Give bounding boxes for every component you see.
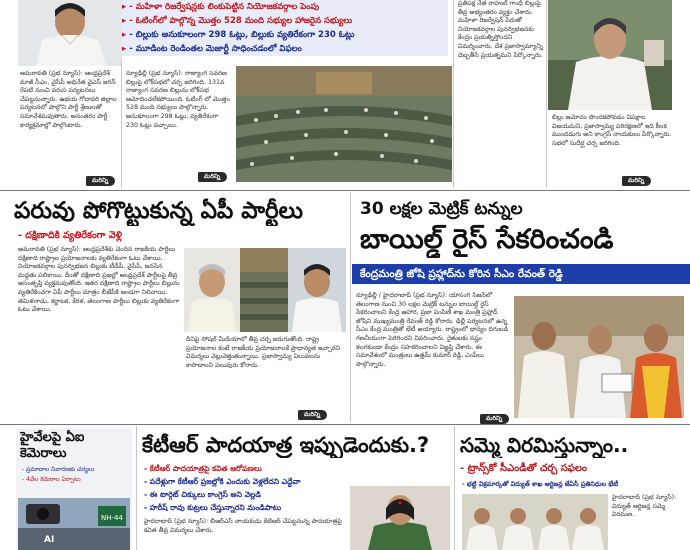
strike-text: హైదరాబాద్ (ప్రభ న్యూస్): విద్యుత్ ఆర్టిజన్ల సమ్మె విరమణ. <box>612 494 677 519</box>
story-right-text: న్యూఢిల్లీ / హైదరాబాద్ (ప్రభ న్యూస్): యాసంగి సీజన్‌లో తెలంగాణ నుంచి 30 లక్షల మెట్రిక్ టన్నుల బాయిల్డ్ రైస్ సేకరించాలని కేంద్ర ఆహార, ప్రజా పంపిణీ శాఖ మంత్రి ప్రహ్లాద్ జోషిని ముఖ్యమంత్రి రేవంత్ రెడ్డి కోరారు. ఢిల్లీ పర్యటనలో ఉన్న సీఎం కేంద్ర మంత్రితో భేటీ అయ్యారు. రాష్ట్రంలో ధాన్యం దిగుబడి గణనీయంగా పెరిగిందని వివరించారు. రైతులకు నష్టం కలగకుండా కేంద్రం సహకరించాలని విజ్ఞప్తి చేశారు. ఈ సమావేశంలో మంత్రులు ఉత్తమ్ కుమార్ రెడ్డి, ఎంపీలు పాల్గొన్నారు. <box>356 292 509 368</box>
kicker-transco: - ట్రాన్స్‌కో సీఎండీతో చర్చ సఫలం <box>460 463 587 474</box>
ktr-bullet: - కేటీఆర్ పాదయాత్రపై కవిత ఆరోపణలు <box>144 464 262 473</box>
more-link[interactable]: మరిన్ని <box>86 176 115 186</box>
headline-ktr: కేటీఆర్ పాదయాత్ర ఇప్పుడెందుకు.? <box>142 433 430 457</box>
top-bullet: ▸ - మూడింట రెండింతల మెజార్టీ సాధించడంలో విఫలం <box>122 42 448 56</box>
subhead-joshi: కేంద్రమంత్రి జోషి ప్రహ్లాద్‌ను కోరిన సీఎం రేవంత్ రెడ్డి <box>352 264 690 284</box>
jagan-photo <box>18 0 122 66</box>
highway-bullet: - ప్రమాదాల నివారణకు చర్యలు <box>22 466 95 473</box>
svg-text:AI: AI <box>44 535 55 545</box>
headline-highway-ai <box>20 430 128 462</box>
revanth-joshi-photo <box>514 296 684 418</box>
top-left-column: అమరావతి (ప్రభ న్యూస్): ఆంధ్రప్రదేశ్ మాజీ సీఎం, వైసీపీ అధినేత వైఎస్ జగన్ రేపటి నుంచి వరుస పర్యటనలు చేపట్టనున్నారు. ఉభయ గోదావరి జిల్లాల పర్యటనలో పాల్గొని పార్టీ శ్రేణులతో సమావేశమవుతారు. అనంతరం పార్టీ కార్యక్రమాల్లో పాల్గొంటారు. <box>20 70 117 129</box>
ktr-bullet: - హరీష్ రావు కుట్రలు చేస్తున్నారని మండిపాటు <box>144 503 282 512</box>
more-link[interactable]: మరిన్ని <box>622 176 651 186</box>
story-left-text-2: దీనిపై సోషల్ మీడియాలో తీవ్ర చర్చ జరుగుతోంది. రాష్ట్ర ప్రయోజనాల కంటే రాజకీయ ప్రయోజనాలకే ప్రాధాన్యత ఇచ్చారని విమర్శలు వెల్లువెత్తుతున్నాయి. ప్రజాస్వామ్య విలువలను కాపాడాలని పలువురు కోరారు. <box>186 336 341 369</box>
subhead-bhatti: - భట్టి విక్రమార్కతో విద్యుత్ శాఖ ఆర్టిజన్ల జేఏసీ ప్రతినిధుల భేటీ <box>462 480 619 488</box>
story-left-text: అమరావతి (ప్రభ న్యూస్): ఆంధ్రప్రదేశ్‌కు చెందిన రాజకీయ పార్టీలు దక్షిణాది రాష్ట్రాల ప్రయోజనాలకు వ్యతిరేకంగా ఓటు వేశాయి. నియోజకవర్గాల పునర్విభజన బిల్లుకు టీడీపీ, వైసీపీ, జనసేన మద్దతు పలికాయి. దీంతో దక్షిణాది ప్రజల్లో ఆంధ్రప్రదేశ్ పార్టీలపై తీవ్ర అసంతృప్తి వ్యక్తమవుతోంది. ఇతర దక్షిణాది రాష్ట్రాల పార్టీలు బిల్లును వ్యతిరేకించగా ఏపీ పార్టీలు మాత్రం బీజేపీకి అండగా నిలిచాయి. తమిళనాడు, కర్ణాటక, కేరళ, తెలంగాణ పార్టీలు బిల్లుకు వ్యతిరేకంగా ఓటు వేశాయి. <box>18 246 180 314</box>
highway-camera-photo <box>18 498 130 550</box>
headline-boiled-rice: బాయిల్డ్ రైస్ సేకరించండి <box>360 224 614 255</box>
naidu-photo <box>184 248 240 332</box>
bhatti-meeting-photo <box>462 494 608 550</box>
parliament-small-photo <box>240 248 288 332</box>
more-link[interactable]: మరిన్ని <box>480 414 509 424</box>
top-bullet: ▸ - బిల్లుకు అనుకూలంగా 298 ఓట్లు, బిల్లుకు వ్యతిరేకంగా 230 ఓట్లు <box>122 28 448 42</box>
kavitha-photo <box>350 486 450 550</box>
ktr-bullet: - ఈ టార్గెట్ చిక్కులు కాంగ్రెస్ అని వెల్లడి <box>144 490 262 499</box>
kicker-30-lakh: 30 లక్షల మెట్రిక్ టన్నుల <box>360 199 523 219</box>
top-bullet: ▸ - ఓటింగ్‌లో పాల్గొన్న మొత్తం 528 మంది సభ్యుల హాజరైన సభ్యులు <box>122 14 448 28</box>
highway-sign: NH-44 <box>101 514 123 522</box>
headline-strike: సమ్మె విరమిస్తున్నాం.. <box>460 433 629 457</box>
more-link[interactable]: మరిన్ని <box>198 172 227 182</box>
top-mid-column: న్యూఢిల్లీ (ప్రభ న్యూస్): రాజ్యాంగ సవరణ బిల్లుపై లోక్‌సభలో చర్చ జరిగింది. 131వ రాజ్యాంగ సవరణ బిల్లును లోక్‌సభ ఆమోదించలేకపోయింది. ఓటింగ్ లో మొత్తం 528 మంది సభ్యులు పాల్గొన్నారు. అనుకూలంగా 298 ఓట్లు, వ్యతిరేకంగా 230 ఓట్లు వచ్చాయి. <box>126 70 230 129</box>
parliament-photo <box>236 66 452 182</box>
subhead-south: - దక్షిణాదికి వ్యతిరేకంగా వెళ్లి <box>18 230 123 241</box>
top-right-column-2: బిల్లు ఆమోదం పొందకపోవడం విపక్షాల విజయమని, ప్రజాస్వామ్య పరిరక్షణలో ఇది కీలక ముందడుగు అని కాంగ్రెస్ నాయకులు పేర్కొన్నారు. సభలో సుదీర్ఘ చర్చ జరిగింది. <box>552 114 672 147</box>
rahul-gandhi-photo <box>548 0 672 110</box>
jagan-small-photo <box>288 248 346 332</box>
ktr-bullet: - పదేళ్లుగా కేటీఆర్ ప్రజల్లోకి ఎందుకు వెళ్లలేదని ఎద్దేవా <box>144 477 301 486</box>
top-bullet: ▸ - మహిళా రిజర్వేషన్లకు లింకుపెట్టిన నియోజకవర్గాల పెంపు <box>122 0 448 14</box>
highway-bullet: - 4వేల కెమెరాల ఏర్పాటు <box>22 476 81 483</box>
headline-text: హైవేలపై ఏఐ కెమెరాలు <box>20 430 85 461</box>
ktr-text: హైదరాబాద్ (ప్రభ న్యూస్): బీఆర్ఎస్ నాయకుడు కేటీఆర్ చేపట్టనున్న పాదయాత్రపై కవిత తీవ్ర విమర్శలు చేశారు. <box>144 518 343 534</box>
top-bullets <box>122 0 448 56</box>
headline-ap-parties: పరువు పోగొట్టుకున్న ఏపీ పార్టీలు <box>14 198 303 224</box>
top-right-column: ప్రతిపక్ష నేత రాహుల్ గాంధీ బిల్లుపై తీవ్ర అభ్యంతరం వ్యక్తం చేశారు. మహిళా రిజర్వేషన్ పేరుతో నియోజకవర్గాల పునర్విభజనకు కేంద్రం ప్రయత్నిస్తోందని విమర్శించారు. దేశ ప్రజాస్వామ్యాన్ని దెబ్బతీసే ప్రయత్నమని పేర్కొన్నారు. <box>458 0 543 59</box>
more-link[interactable]: మరిన్ని <box>298 410 327 420</box>
